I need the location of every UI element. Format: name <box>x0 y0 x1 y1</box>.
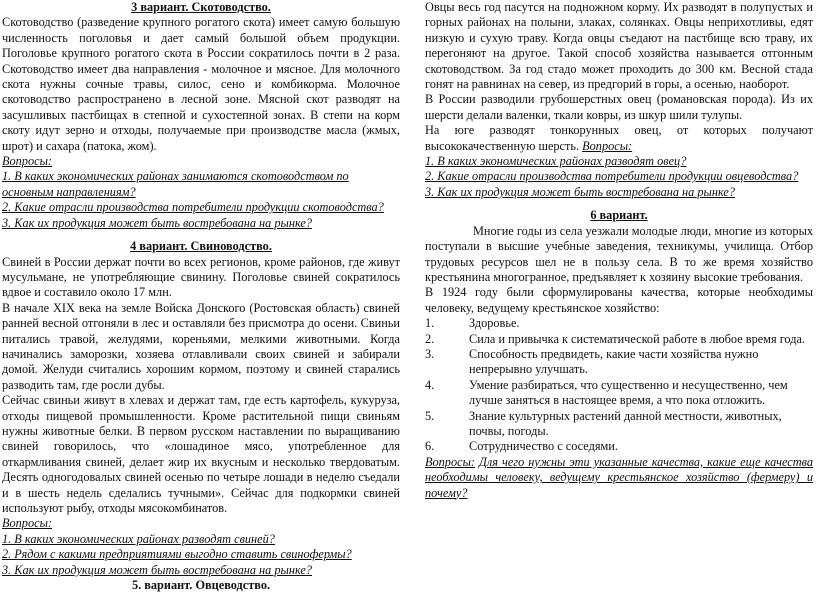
list-item: 2. Сила и привычка к систематической работе в любое время года. <box>425 331 806 346</box>
paragraph-village-2: В 1924 году были сформулированы качества, которые необходимы человеку, ведущему крестьянское хозяйство: <box>425 285 813 315</box>
question-item: 3. Как их продукция может быть востребована на рынке? <box>2 562 312 577</box>
questions-label: Вопросы: <box>2 516 52 531</box>
question-item: 2. Рядом с какими предприятиями выгодно ставить свинофермы? <box>2 547 352 562</box>
paragraph-pigs-1: Свиней в России держат почти во всех регионов, кроме районов, где живут мусульмане, не употребляющие свинину. Поголовье свиней сократилось вдвое и составило около 17 млн. <box>2 254 400 300</box>
paragraph-village-1: Многие годы из села уезжали молодые люди, многие из которых поступали в высшие учебные заведения, техникумы, училища. Отбор трудовых ресурсов шел не в пользу села. В то же время хозяйство крестьянина многогранное, предъявляет к хозяину высокие требования. <box>425 223 813 284</box>
qualities-list <box>425 316 813 455</box>
list-item: 4. Умение разбираться, что существенно и несущественно, чем лучше заняться в настоящее время, а что пока отложить. <box>425 377 788 408</box>
section-heading-5: 5. вариант. Овцеводство. <box>131 578 271 593</box>
question-item: 3. Как их продукция может быть востребована на рынке? <box>2 215 312 230</box>
list-item: 6. Сотрудничество с соседями. <box>425 439 618 454</box>
question-item: 1. В каких экономических районах занимаются скотоводством по основным направлениям? <box>2 169 349 199</box>
list-item: 5. Знание культурных растений данной местности, животных, почвы, погоды. <box>425 408 782 438</box>
paragraph-pigs-3: Сейчас свиньи живут в хлевах и держат там, где есть картофель, кукуруза, отходы пищевой промышленности. Кроме растительной пищи свиньям нужны животные белки. В первом русском наставлении по выращиванию свиней говорилось, что «лошадиное мясо, употребленное для откармливания свиней, делает жир их вкусным и несколько твердоватым. Десять одногодовалых свиней осенью по четыре лошади в неделю съедали и в шесть недель сделались тучными». Сейчас для подкормки свиней используют рыбу, отходы мясокомбинатов. <box>2 393 400 515</box>
paragraph-cattle: Скотоводство (разведение крупного рогатого скота) имеет самую большую численность поголовья и дает самый большой объем продукции. Поголовье крупного рогатого скота в России сократилось почти в 2 раза. Скотоводство имеет два направления - молочное и мясное. Для молочного скота нужны сочные травы, силос, сено и комбикорма. Молочное скотоводство распространено в лесной зоне. Мясной скот разводят на засушливых пастбищах в степной и сухостепной зонах. В степи на корм скоту идут зерно и отходы, получаемые при производстве масла (жмых, шрот) и сахара (патока, жом). <box>2 15 400 153</box>
right-column <box>425 0 813 501</box>
section-heading-4: 4 вариант. Свиноводство. <box>130 239 272 254</box>
questions-6 <box>425 455 813 501</box>
list-item: 3. Способность предвидеть, какие части хозяйства нужно непрерывно улучшать. <box>425 346 759 377</box>
questions-label: Вопросы: <box>425 454 475 469</box>
paragraph-pigs-2: В начале XIX века на земле Войска Донского (Ростовская область) свиней ранней весной отгоняли в лес и оставляли без присмотра до осени. Свиньи питались травой, желудями, кореньями, мелкими животными. Когда начинались заморозки, хозяева отлавливали своих свиней и забирали домой. Желуди считались хорошим кормом, поэтому и свиней старались разводить там, где росли дубы. <box>2 300 400 392</box>
paragraph-sheep-2: В России разводили грубошерстных овец (романовская порода). Из их шерсти делали валенки, ткали ковры, из шкур шили тулупы. <box>425 92 813 122</box>
section-heading-3: 3 вариант. Скотоводство. <box>131 0 271 14</box>
question-text: Для чего нужны эти указанные качества, какие еще качества необходимы человеку, ведущему крестьянское хозяйство (фермеру) и почему? <box>425 454 814 500</box>
questions-label: Вопросы: <box>2 154 52 169</box>
questions-label: Вопросы: <box>582 138 633 153</box>
list-item: 1. Здоровье. <box>425 316 520 331</box>
paragraph-sheep-1: Овцы весь год пасутся на подножном корму. Их разводят в полупустых и горных районах на полыни, злаках, солянках. Овцы неприхотливы, едят низкую и сухую траву. Когда овцы съедают на пастбище всю траву, их перегоняют на другое. Такой способ хозяйства называется отгонным скотоводством. За год стадо может проходить до 300 км. Весной стада гонят на равнинах на север, из предгорий в горы, а осенью, наоборот. <box>425 0 813 92</box>
question-item: 2. Какие отрасли производства потребители продукции скотоводства? <box>2 200 384 215</box>
section-heading-6: 6 вариант. <box>590 208 648 223</box>
question-item: 2. Какие отрасли производства потребители продукции овцеводства? <box>425 169 799 184</box>
questions-3 <box>2 154 400 231</box>
paragraph-sheep-3-text: На юге разводят тонкорунных овец, от которых получают высококачественную шерсть. <box>425 123 813 153</box>
questions-5 <box>425 154 813 200</box>
questions-4 <box>2 516 400 578</box>
question-item: 1. В каких экономических районах разводят овец? <box>425 154 687 169</box>
left-column <box>2 0 400 593</box>
question-item: 3. Как их продукция может быть востребована на рынке? <box>425 184 735 199</box>
question-item: 1. В каких экономических районах разводят свиней? <box>2 531 275 546</box>
paragraph-sheep-3 <box>425 123 813 154</box>
